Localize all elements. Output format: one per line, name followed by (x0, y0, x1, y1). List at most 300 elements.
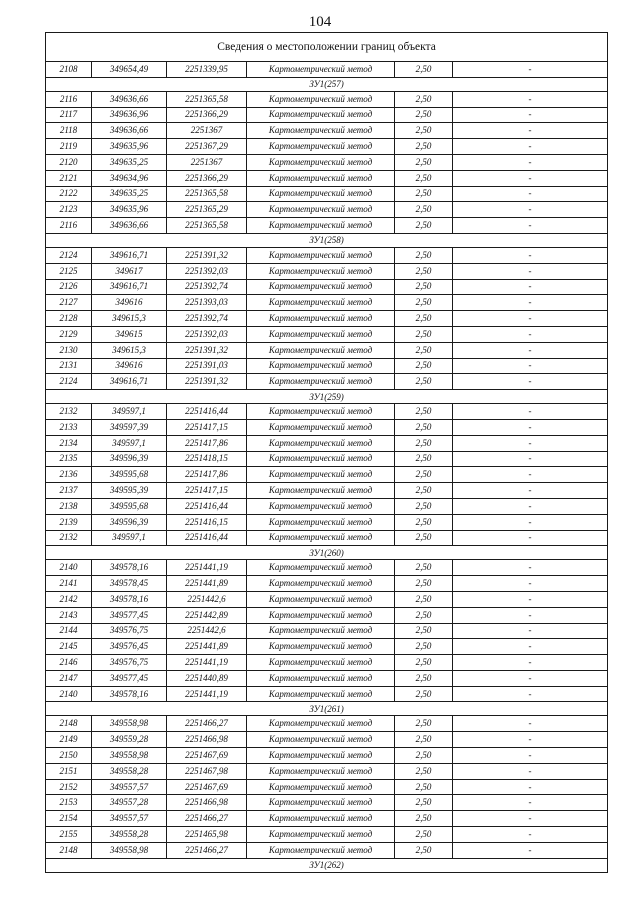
cell-accuracy: 2,50 (395, 374, 453, 390)
cell-accuracy: 2,50 (395, 170, 453, 186)
cell-coord-x: 349558,98 (92, 716, 167, 732)
table-row (46, 91, 608, 107)
cell-method: Картометрический метод (247, 670, 395, 686)
cell-method: Картометрический метод (247, 295, 395, 311)
table-row (46, 342, 608, 358)
cell-coord-y: 2251365,29 (167, 202, 247, 218)
table-body (46, 33, 608, 873)
cell-description: - (453, 435, 608, 451)
cell-point-number: 2134 (46, 435, 92, 451)
table-row (46, 623, 608, 639)
cell-coord-x: 349577,45 (92, 607, 167, 623)
cell-method: Картометрический метод (247, 655, 395, 671)
cell-coord-x: 349596,39 (92, 451, 167, 467)
cell-description: - (453, 639, 608, 655)
cell-coord-x: 349578,16 (92, 560, 167, 576)
cell-method: Картометрический метод (247, 748, 395, 764)
cell-description: - (453, 779, 608, 795)
cell-method: Картометрический метод (247, 607, 395, 623)
cell-coord-y: 2251467,69 (167, 748, 247, 764)
table-row (46, 154, 608, 170)
cell-method: Картометрический метод (247, 451, 395, 467)
cell-method: Картометрический метод (247, 358, 395, 374)
table-row (46, 670, 608, 686)
cell-coord-x: 349635,25 (92, 154, 167, 170)
section-label: ЗУ1(257) (46, 77, 608, 91)
cell-coord-x: 349616 (92, 358, 167, 374)
cell-point-number: 2116 (46, 218, 92, 234)
table-row (46, 404, 608, 420)
cell-description: - (453, 154, 608, 170)
cell-method: Картометрический метод (247, 530, 395, 546)
cell-point-number: 2146 (46, 655, 92, 671)
cell-coord-y: 2251391,03 (167, 358, 247, 374)
cell-point-number: 2129 (46, 326, 92, 342)
cell-description: - (453, 686, 608, 702)
cell-coord-x: 349578,16 (92, 686, 167, 702)
cell-method: Картометрический метод (247, 186, 395, 202)
cell-point-number: 2150 (46, 748, 92, 764)
cell-coord-y: 2251393,03 (167, 295, 247, 311)
cell-point-number: 2137 (46, 483, 92, 499)
cell-coord-y: 2251467,69 (167, 779, 247, 795)
cell-coord-x: 349558,98 (92, 842, 167, 858)
cell-description: - (453, 530, 608, 546)
cell-coord-y: 2251392,03 (167, 326, 247, 342)
cell-coord-y: 2251417,15 (167, 483, 247, 499)
cell-description: - (453, 107, 608, 123)
cell-method: Картометрический метод (247, 218, 395, 234)
table-row (46, 218, 608, 234)
cell-description: - (453, 342, 608, 358)
cell-method: Картометрический метод (247, 62, 395, 78)
cell-coord-x: 349616,71 (92, 279, 167, 295)
cell-accuracy: 2,50 (395, 186, 453, 202)
table-row (46, 295, 608, 311)
cell-coord-x: 349615,3 (92, 342, 167, 358)
section-label: ЗУ1(259) (46, 390, 608, 404)
cell-description: - (453, 326, 608, 342)
cell-accuracy: 2,50 (395, 218, 453, 234)
cell-point-number: 2148 (46, 842, 92, 858)
cell-coord-x: 349595,68 (92, 467, 167, 483)
cell-coord-y: 2251442,89 (167, 607, 247, 623)
table-row (46, 842, 608, 858)
table-row (46, 498, 608, 514)
cell-description: - (453, 795, 608, 811)
cell-coord-y: 2251416,44 (167, 498, 247, 514)
cell-method: Картометрический метод (247, 374, 395, 390)
cell-accuracy: 2,50 (395, 435, 453, 451)
cell-method: Картометрический метод (247, 247, 395, 263)
cell-coord-x: 349635,25 (92, 186, 167, 202)
cell-coord-y: 2251367,29 (167, 139, 247, 155)
cell-description: - (453, 404, 608, 420)
cell-point-number: 2155 (46, 827, 92, 843)
cell-point-number: 2141 (46, 576, 92, 592)
table-row (46, 311, 608, 327)
cell-point-number: 2125 (46, 263, 92, 279)
cell-method: Картометрический метод (247, 716, 395, 732)
cell-accuracy: 2,50 (395, 451, 453, 467)
table-row (46, 279, 608, 295)
cell-coord-y: 2251365,58 (167, 186, 247, 202)
cell-method: Картометрический метод (247, 732, 395, 748)
table-row (46, 107, 608, 123)
cell-description: - (453, 91, 608, 107)
cell-accuracy: 2,50 (395, 263, 453, 279)
cell-coord-y: 2251465,98 (167, 827, 247, 843)
table-row (46, 358, 608, 374)
table-row (46, 811, 608, 827)
table-title: Сведения о местоположении границ объекта (46, 33, 608, 62)
cell-coord-y: 2251441,19 (167, 560, 247, 576)
table-row (46, 374, 608, 390)
cell-description: - (453, 827, 608, 843)
cell-point-number: 2130 (46, 342, 92, 358)
cell-coord-y: 2251339,95 (167, 62, 247, 78)
table-row (46, 202, 608, 218)
cell-coord-x: 349616,71 (92, 247, 167, 263)
table-row (46, 123, 608, 139)
cell-description: - (453, 358, 608, 374)
cell-coord-x: 349558,28 (92, 827, 167, 843)
cell-method: Картометрический метод (247, 779, 395, 795)
cell-accuracy: 2,50 (395, 748, 453, 764)
table-row (46, 247, 608, 263)
cell-coord-x: 349558,28 (92, 763, 167, 779)
section-row (46, 702, 608, 716)
cell-coord-x: 349634,96 (92, 170, 167, 186)
cell-coord-x: 349615,3 (92, 311, 167, 327)
cell-description: - (453, 311, 608, 327)
cell-point-number: 2118 (46, 123, 92, 139)
cell-method: Картометрический метод (247, 560, 395, 576)
cell-point-number: 2120 (46, 154, 92, 170)
cell-coord-x: 349576,45 (92, 639, 167, 655)
section-row (46, 233, 608, 247)
cell-method: Картометрический метод (247, 576, 395, 592)
cell-coord-x: 349597,1 (92, 404, 167, 420)
cell-coord-y: 2251417,86 (167, 435, 247, 451)
table-row (46, 779, 608, 795)
table-row (46, 483, 608, 499)
cell-method: Картометрический метод (247, 342, 395, 358)
cell-point-number: 2140 (46, 686, 92, 702)
table-row (46, 139, 608, 155)
cell-description: - (453, 279, 608, 295)
cell-description: - (453, 576, 608, 592)
cell-point-number: 2152 (46, 779, 92, 795)
cell-coord-y: 2251441,89 (167, 576, 247, 592)
table-row (46, 451, 608, 467)
cell-coord-x: 349578,16 (92, 591, 167, 607)
cell-method: Картометрический метод (247, 326, 395, 342)
cell-method: Картометрический метод (247, 811, 395, 827)
cell-accuracy: 2,50 (395, 419, 453, 435)
cell-accuracy: 2,50 (395, 607, 453, 623)
cell-coord-x: 349635,96 (92, 202, 167, 218)
cell-method: Картометрический метод (247, 483, 395, 499)
cell-coord-x: 349557,28 (92, 795, 167, 811)
table-row (46, 263, 608, 279)
cell-coord-x: 349576,75 (92, 623, 167, 639)
cell-coord-y: 2251416,44 (167, 404, 247, 420)
table-row (46, 186, 608, 202)
cell-accuracy: 2,50 (395, 404, 453, 420)
cell-accuracy: 2,50 (395, 576, 453, 592)
cell-description: - (453, 655, 608, 671)
cell-accuracy: 2,50 (395, 467, 453, 483)
cell-description: - (453, 607, 608, 623)
cell-method: Картометрический метод (247, 591, 395, 607)
table-row (46, 716, 608, 732)
cell-accuracy: 2,50 (395, 639, 453, 655)
cell-method: Картометрический метод (247, 263, 395, 279)
cell-coord-x: 349654,49 (92, 62, 167, 78)
cell-accuracy: 2,50 (395, 670, 453, 686)
cell-point-number: 2117 (46, 107, 92, 123)
table-row (46, 467, 608, 483)
cell-point-number: 2126 (46, 279, 92, 295)
table-row (46, 62, 608, 78)
cell-method: Картометрический метод (247, 623, 395, 639)
cell-accuracy: 2,50 (395, 530, 453, 546)
cell-point-number: 2154 (46, 811, 92, 827)
table-row (46, 419, 608, 435)
cell-coord-y: 2251366,29 (167, 107, 247, 123)
cell-description: - (453, 202, 608, 218)
cell-point-number: 2131 (46, 358, 92, 374)
cell-coord-x: 349577,45 (92, 670, 167, 686)
cell-point-number: 2140 (46, 560, 92, 576)
cell-description: - (453, 732, 608, 748)
section-row (46, 390, 608, 404)
cell-coord-x: 349635,96 (92, 139, 167, 155)
cell-accuracy: 2,50 (395, 732, 453, 748)
section-row (46, 77, 608, 91)
section-label: ЗУ1(262) (46, 858, 608, 872)
cell-accuracy: 2,50 (395, 827, 453, 843)
cell-coord-x: 349636,66 (92, 218, 167, 234)
cell-description: - (453, 763, 608, 779)
section-row (46, 546, 608, 560)
cell-description: - (453, 514, 608, 530)
table-row (46, 576, 608, 592)
cell-coord-x: 349558,98 (92, 748, 167, 764)
table-row (46, 686, 608, 702)
cell-method: Картометрический метод (247, 419, 395, 435)
cell-coord-x: 349616,71 (92, 374, 167, 390)
cell-description: - (453, 295, 608, 311)
cell-method: Картометрический метод (247, 842, 395, 858)
section-label: ЗУ1(258) (46, 233, 608, 247)
table-row (46, 170, 608, 186)
cell-point-number: 2149 (46, 732, 92, 748)
cell-description: - (453, 263, 608, 279)
cell-accuracy: 2,50 (395, 842, 453, 858)
table-header-row (46, 33, 608, 62)
cell-method: Картометрический метод (247, 404, 395, 420)
cell-description: - (453, 62, 608, 78)
cell-method: Картометрический метод (247, 107, 395, 123)
table-row (46, 591, 608, 607)
cell-point-number: 2124 (46, 247, 92, 263)
cell-method: Картометрический метод (247, 467, 395, 483)
section-row (46, 858, 608, 872)
cell-coord-y: 2251442,6 (167, 591, 247, 607)
cell-method: Картометрический метод (247, 795, 395, 811)
cell-point-number: 2135 (46, 451, 92, 467)
cell-coord-x: 349597,1 (92, 435, 167, 451)
cell-accuracy: 2,50 (395, 686, 453, 702)
cell-method: Картометрический метод (247, 123, 395, 139)
cell-accuracy: 2,50 (395, 295, 453, 311)
cell-method: Картометрический метод (247, 639, 395, 655)
cell-point-number: 2132 (46, 404, 92, 420)
table-row (46, 514, 608, 530)
cell-coord-x: 349595,68 (92, 498, 167, 514)
cell-description: - (453, 716, 608, 732)
table-row (46, 639, 608, 655)
cell-description: - (453, 451, 608, 467)
cell-coord-x: 349578,45 (92, 576, 167, 592)
cell-accuracy: 2,50 (395, 247, 453, 263)
cell-method: Картометрический метод (247, 202, 395, 218)
cell-description: - (453, 467, 608, 483)
table-row (46, 763, 608, 779)
cell-accuracy: 2,50 (395, 107, 453, 123)
cell-accuracy: 2,50 (395, 779, 453, 795)
cell-accuracy: 2,50 (395, 62, 453, 78)
cell-description: - (453, 139, 608, 155)
cell-description: - (453, 186, 608, 202)
cell-coord-y: 2251366,29 (167, 170, 247, 186)
cell-coord-y: 2251391,32 (167, 374, 247, 390)
cell-coord-x: 349595,39 (92, 483, 167, 499)
cell-coord-y: 2251417,86 (167, 467, 247, 483)
cell-description: - (453, 483, 608, 499)
table-row (46, 655, 608, 671)
table-row (46, 748, 608, 764)
cell-coord-x: 349559,28 (92, 732, 167, 748)
cell-method: Картометрический метод (247, 139, 395, 155)
cell-coord-y: 2251467,98 (167, 763, 247, 779)
cell-point-number: 2108 (46, 62, 92, 78)
cell-description: - (453, 374, 608, 390)
cell-coord-x: 349636,66 (92, 123, 167, 139)
cell-accuracy: 2,50 (395, 716, 453, 732)
cell-coord-x: 349616 (92, 295, 167, 311)
cell-coord-y: 2251466,27 (167, 842, 247, 858)
cell-accuracy: 2,50 (395, 326, 453, 342)
cell-point-number: 2133 (46, 419, 92, 435)
cell-accuracy: 2,50 (395, 795, 453, 811)
cell-accuracy: 2,50 (395, 91, 453, 107)
cell-coord-x: 349557,57 (92, 811, 167, 827)
cell-coord-y: 2251466,27 (167, 716, 247, 732)
cell-coord-y: 2251392,03 (167, 263, 247, 279)
table-row (46, 560, 608, 576)
cell-accuracy: 2,50 (395, 358, 453, 374)
cell-point-number: 2139 (46, 514, 92, 530)
cell-coord-y: 2251466,98 (167, 732, 247, 748)
cell-coord-y: 2251466,27 (167, 811, 247, 827)
cell-method: Картометрический метод (247, 154, 395, 170)
table-row (46, 607, 608, 623)
cell-point-number: 2116 (46, 91, 92, 107)
cell-point-number: 2145 (46, 639, 92, 655)
cell-coord-y: 2251441,19 (167, 655, 247, 671)
cell-point-number: 2151 (46, 763, 92, 779)
cell-accuracy: 2,50 (395, 763, 453, 779)
cell-description: - (453, 811, 608, 827)
cell-point-number: 2124 (46, 374, 92, 390)
cell-description: - (453, 748, 608, 764)
cell-accuracy: 2,50 (395, 279, 453, 295)
cell-point-number: 2128 (46, 311, 92, 327)
cell-point-number: 2142 (46, 591, 92, 607)
cell-point-number: 2132 (46, 530, 92, 546)
cell-method: Картометрический метод (247, 763, 395, 779)
cell-accuracy: 2,50 (395, 655, 453, 671)
cell-accuracy: 2,50 (395, 811, 453, 827)
cell-point-number: 2122 (46, 186, 92, 202)
cell-method: Картометрический метод (247, 279, 395, 295)
cell-coord-y: 2251391,32 (167, 342, 247, 358)
cell-coord-x: 349557,57 (92, 779, 167, 795)
cell-method: Картометрический метод (247, 435, 395, 451)
cell-accuracy: 2,50 (395, 123, 453, 139)
cell-coord-y: 2251416,44 (167, 530, 247, 546)
cell-coord-x: 349597,39 (92, 419, 167, 435)
cell-coord-y: 2251417,15 (167, 419, 247, 435)
cell-description: - (453, 623, 608, 639)
cell-coord-x: 349615 (92, 326, 167, 342)
cell-description: - (453, 842, 608, 858)
cell-accuracy: 2,50 (395, 560, 453, 576)
cell-description: - (453, 247, 608, 263)
table-row (46, 326, 608, 342)
cell-point-number: 2148 (46, 716, 92, 732)
cell-point-number: 2123 (46, 202, 92, 218)
cell-point-number: 2143 (46, 607, 92, 623)
cell-coord-y: 2251418,15 (167, 451, 247, 467)
cell-accuracy: 2,50 (395, 202, 453, 218)
cell-accuracy: 2,50 (395, 311, 453, 327)
cell-method: Картометрический метод (247, 91, 395, 107)
cell-description: - (453, 123, 608, 139)
cell-point-number: 2138 (46, 498, 92, 514)
cell-method: Картометрический метод (247, 514, 395, 530)
cell-point-number: 2147 (46, 670, 92, 686)
cell-point-number: 2144 (46, 623, 92, 639)
cell-coord-x: 349576,75 (92, 655, 167, 671)
cell-coord-x: 349596,39 (92, 514, 167, 530)
cell-coord-y: 2251365,58 (167, 91, 247, 107)
cell-description: - (453, 670, 608, 686)
cell-coord-y: 2251441,19 (167, 686, 247, 702)
page-number: 104 (308, 14, 332, 30)
table-row (46, 795, 608, 811)
section-label: ЗУ1(261) (46, 702, 608, 716)
cell-coord-x: 349617 (92, 263, 167, 279)
table-row (46, 732, 608, 748)
cell-coord-y: 2251367 (167, 154, 247, 170)
cell-method: Картометрический метод (247, 686, 395, 702)
boundary-coordinates-table (45, 32, 608, 873)
cell-method: Картометрический метод (247, 827, 395, 843)
